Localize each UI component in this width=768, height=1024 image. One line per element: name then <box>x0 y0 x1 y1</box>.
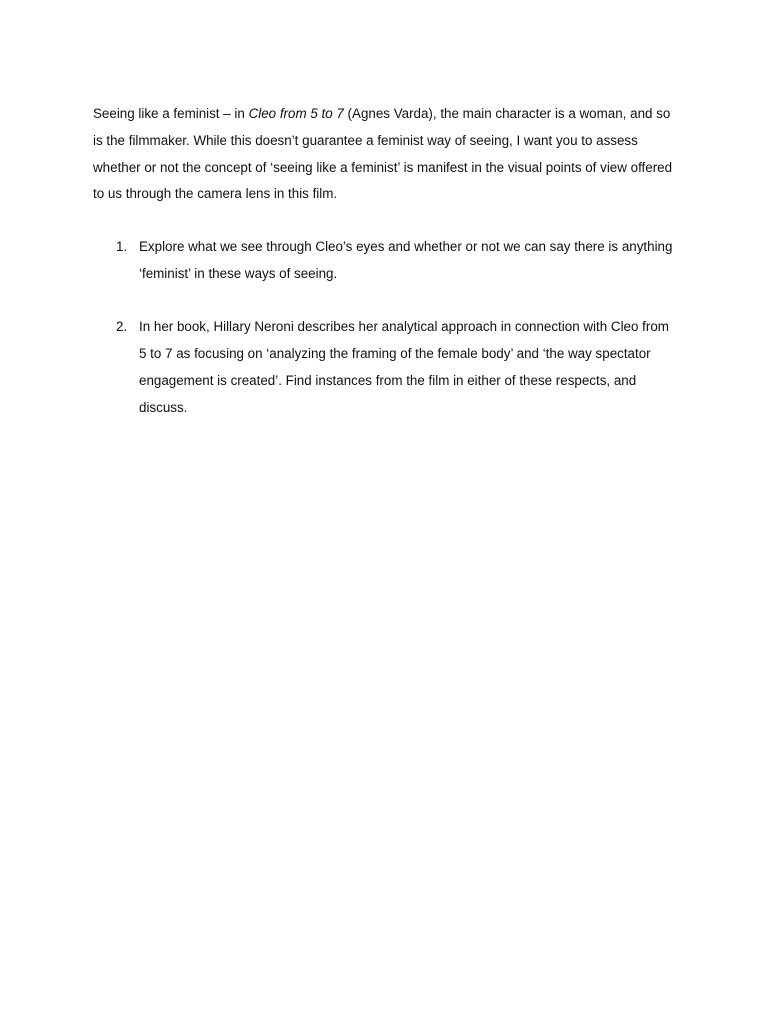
question-text: In her book, Hillary Neroni describes her analytical approach in connection with Cleo from 5 to 7 as focusing on ‘analyzing the framing of the female body’ and ‘the way spectator engagement is created’. Find instances from the film in either of these respects, and discuss. <box>139 319 669 415</box>
question-item-2 <box>0 314 768 421</box>
question-text: Explore what we see through Cleo’s eyes and whether or not we can say there is anything ‘feminist’ in these ways of seeing. <box>139 239 673 281</box>
film-title: Cleo from 5 to 7 <box>248 106 344 121</box>
intro-paragraph <box>93 101 683 208</box>
question-item-1 <box>0 234 768 288</box>
question-number: 2. <box>116 319 128 335</box>
intro-lead-text: Seeing like a feminist – in <box>93 106 249 121</box>
question-number: 1. <box>116 239 128 254</box>
intro-rest-text: (Agnes Varda), the main character is a woman, and so is the filmmaker. While this doesn’t guarantee a feminist way of seeing, I want you to assess whether or not the concept of ‘seeing like a feminist’ is manifest in the visual points of view offered to us through the camera lens in this film. <box>93 106 673 202</box>
question-list <box>0 234 768 448</box>
